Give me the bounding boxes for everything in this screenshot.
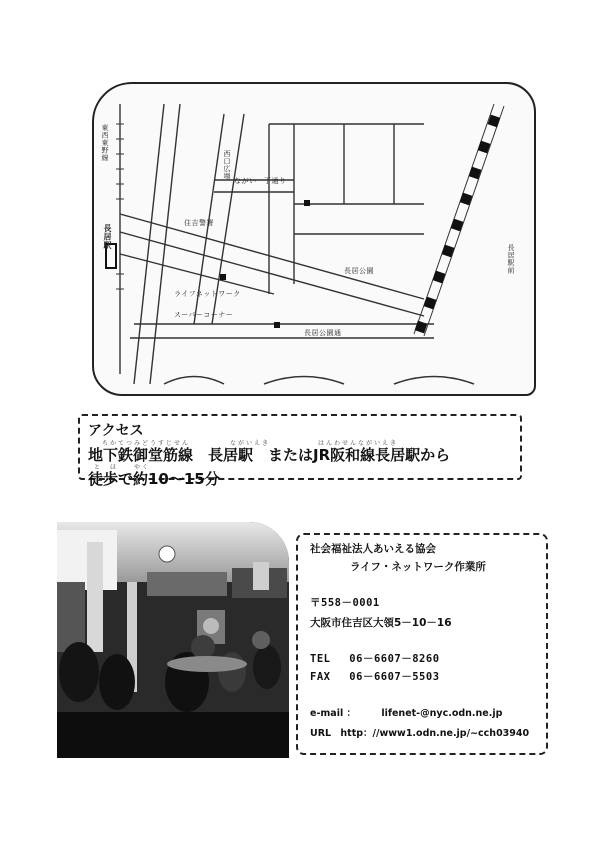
org-name: 社会福祉法人あいえる協会 bbox=[310, 543, 436, 555]
map-label-shop2: ライフネットワーク bbox=[174, 290, 241, 298]
map-label-road-bottom: 長居公園通 bbox=[304, 329, 342, 337]
dept-name: ライフ・ネットワーク作業所 bbox=[350, 561, 486, 573]
map-label-road-left: 東西東野線 bbox=[101, 124, 109, 162]
access-box bbox=[78, 414, 522, 488]
access-line-2: 徒歩で約10～15分 bbox=[88, 470, 220, 488]
map-label-shop1: 住吉警署 bbox=[184, 219, 214, 227]
tel-number: 06－6607－8260 bbox=[349, 653, 440, 665]
workshop-photo bbox=[57, 522, 289, 758]
map-label-right-block: 長居駅前 bbox=[507, 244, 515, 274]
access-ruby-2: と ほ やく bbox=[94, 464, 151, 471]
access-line-1: 地下鉄御堂筋線 長居駅 またはJR阪和線長居駅から bbox=[88, 446, 451, 464]
fax-row bbox=[310, 669, 440, 684]
url-label: URL bbox=[310, 728, 332, 739]
email-address[interactable]: lifenet-@nyc.odn.ne.jp bbox=[381, 708, 503, 719]
map-label-block1: 西口広場 bbox=[223, 150, 231, 180]
map-label-park: 長居公園 bbox=[344, 267, 374, 275]
map-label-road-top: ながい一丁通り bbox=[234, 177, 287, 185]
access-map bbox=[92, 82, 536, 396]
address: 大阪市住吉区大領5－10－16 bbox=[310, 617, 452, 629]
contact-box bbox=[296, 533, 548, 755]
postal-code: 〒558－0001 bbox=[310, 597, 380, 609]
access-title: アクセス bbox=[88, 423, 144, 439]
map-label-station-left: 長居駅 bbox=[103, 224, 112, 250]
map-label-shop3: スーパーコーナー bbox=[174, 311, 234, 319]
fax-label: FAX bbox=[310, 671, 331, 683]
tel-row bbox=[310, 651, 440, 666]
email-row bbox=[310, 705, 502, 719]
url-row bbox=[310, 725, 529, 739]
fax-number: 06－6607－5503 bbox=[349, 671, 440, 683]
tel-label: TEL bbox=[310, 653, 331, 665]
railway-line bbox=[414, 104, 504, 336]
access-ruby-1: ちかてつみどうすじせん ながいえき はんわせんながいえき bbox=[102, 440, 399, 447]
email-label: e-mail ： bbox=[310, 708, 357, 719]
map-drawing bbox=[94, 84, 534, 394]
url-link[interactable]: http：//www1.odn.ne.jp/~cch03940 bbox=[340, 728, 530, 739]
